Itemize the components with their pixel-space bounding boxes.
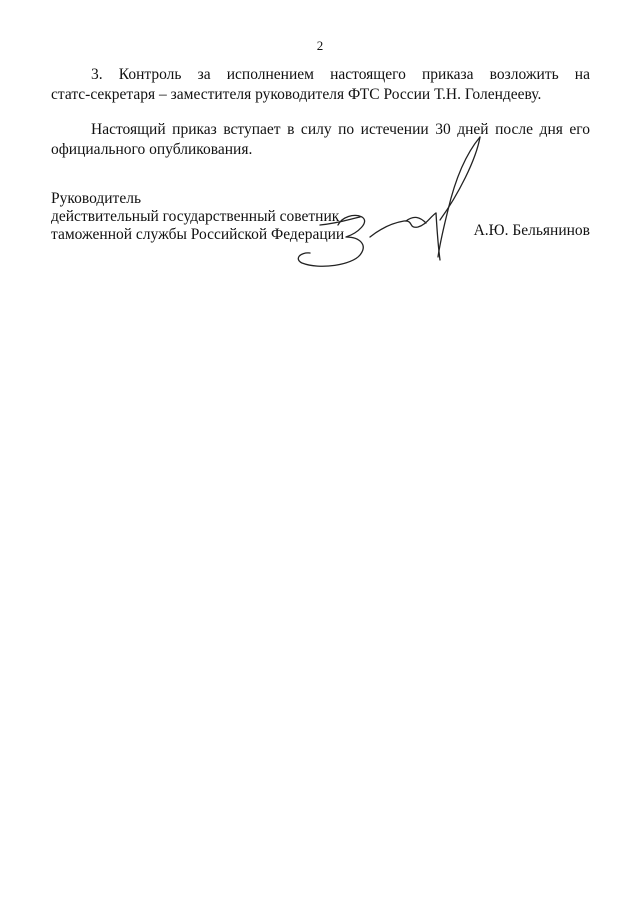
signatory-title-line3: таможенной службы Российской Федерации — [51, 226, 345, 243]
paragraph-control-line2: статс-секретаря – заместителя руководителя ФТС России Т.Н. Голендееву. — [51, 86, 542, 103]
signatory-name: А.Ю. Бельянинов — [473, 222, 590, 239]
signatory-title-line1: Руководитель — [51, 190, 142, 207]
paragraph-control — [51, 65, 590, 105]
handwritten-signature — [280, 125, 500, 285]
paragraph-effective-date-line1: Настоящий приказ вступает в силу по истечении 30 дней после дня его — [91, 121, 590, 138]
paragraph-effective-date-line2: официального опубликования. — [51, 141, 253, 158]
paragraph-control-line1: 3. Контроль за исполнением настоящего приказа возложить на — [91, 66, 590, 83]
page-number: 2 — [316, 38, 324, 53]
signatory-title-line2: действительный государственный советник — [51, 208, 340, 225]
